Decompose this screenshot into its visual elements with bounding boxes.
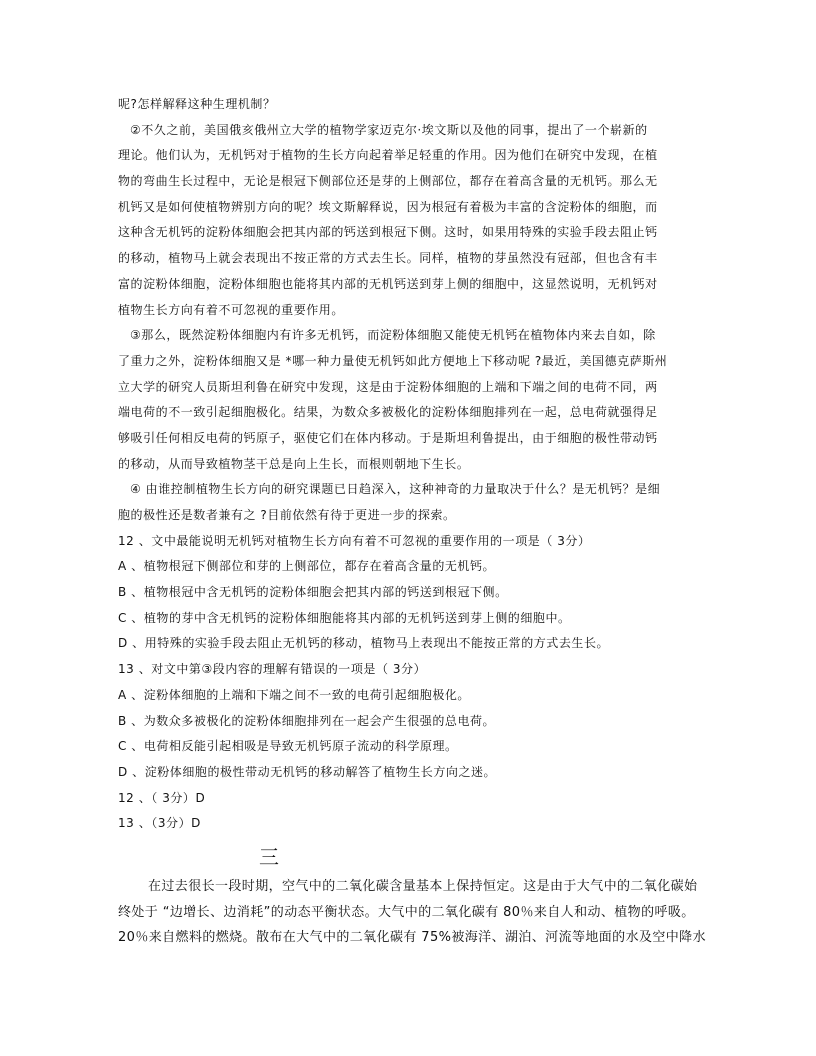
- passage-line: 立大学的研究人员斯坦利鲁在研究中发现，这是由于淀粉体细胞的上端和下端之间的电荷不同，两: [118, 379, 658, 394]
- question-option: C 、植物的芽中含无机钙的淀粉体细胞能将其内部的无机钙送到芽上侧的细胞中。: [118, 610, 571, 625]
- question-option: A 、淀粉体细胞的上端和下端之间不一致的电荷引起细胞极化。: [118, 687, 470, 702]
- passage-line: 终处于 “边增长、边消耗”的动态平衡状态。大气中的二氧化碳有 80％来自人和动、植物的呼吸。: [118, 904, 695, 920]
- passage-line: 端电荷的不一致引起细胞极化。结果，为数众多被极化的淀粉体细胞排列在一起，总电荷就强得足: [118, 405, 658, 420]
- question-option: D 、淀粉体细胞的极性带动无机钙的移动解答了植物生长方向之迷。: [118, 764, 497, 779]
- answer-line: 12 、（ 3分）D: [118, 790, 206, 805]
- passage-line: 呢?怎样解释这种生理机制？: [118, 97, 276, 111]
- passage-line: 理论。他们认为，无机钙对于植物的生长方向起着举足轻重的作用。因为他们在研究中发现，在植: [118, 148, 658, 163]
- passage-line: 的移动，从而导致植物茎干总是向上生长，而根则朝地下生长。: [118, 456, 470, 471]
- section-heading: 三: [259, 844, 279, 869]
- passage-line: 够吸引任何相反电荷的钙原子，驱使它们在体内移动。于是斯坦利鲁提出，由于细胞的极性带动钙: [118, 430, 658, 445]
- question-stem: 12 、文中最能说明无机钙对植物生长方向有着不可忽视的重要作用的一项是（ 3分）: [118, 533, 591, 548]
- passage-line: 的移动，植物马上就会表现出不按正常的方式去生长。同样，植物的芽虽然没有冠部，但也含有丰: [118, 251, 658, 266]
- passage-line: 机钙又是如何使植物辨别方向的呢？埃文斯解释说，因为根冠有着极为丰富的含淀粉体的细胞，而: [118, 199, 658, 214]
- answer-line: 13 、（3分）D: [118, 816, 201, 831]
- passage-line: 富的淀粉体细胞，淀粉体细胞也能将其内部的无机钙送到芽上侧的细胞中，这显然说明，无机钙对: [118, 276, 658, 291]
- question-option: B 、植物根冠中含无机钙的淀粉体细胞会把其内部的钙送到根冠下侧。: [118, 585, 508, 600]
- question-option: D 、用特殊的实验手段去阻止无机钙的移动，植物马上表现出不能按正常的方式去生长。: [118, 636, 610, 651]
- question-option: A 、植物根冠下侧部位和芽的上侧部位，都存在着高含量的无机钙。: [118, 559, 496, 574]
- passage-line: 了重力之外，淀粉体细胞又是 *哪一种力量使无机钙如此方便地上下移动呢 ?最近，美国德克萨斯州: [118, 353, 668, 368]
- passage-line: 这种含无机钙的淀粉体细胞会把其内部的钙送到根冠下侧。这时，如果用特殊的实验手段去阻止钙: [118, 225, 658, 240]
- passage-line: 在过去很长一段时期，空气中的二氧化碳含量基本上保持恒定。这是由于大气中的二氧化碳始: [148, 878, 698, 894]
- passage-line: ④ 由谁控制植物生长方向的研究课题已日趋深入，这种神奇的力量取决于什么？是无机钙？是细: [130, 482, 661, 497]
- question-option: B 、为数众多被极化的淀粉体细胞排列在一起会产生很强的总电荷。: [118, 713, 496, 728]
- question-option: C 、电荷相反能引起相吸是导致无机钙原子流动的科学原理。: [118, 739, 458, 754]
- question-stem: 13 、对文中第③段内容的理解有错误的一项是（ 3分）: [118, 662, 427, 677]
- passage-line: ③那么，既然淀粉体细胞内有许多无机钙，而淀粉体细胞又能使无机钙在植物体内来去自如，除: [130, 328, 656, 343]
- passage-line: ②不久之前，美国俄亥俄州立大学的植物学家迈克尔·埃文斯以及他的同事，提出了一个崭新的: [130, 122, 648, 137]
- passage-line: 20％来自燃料的燃烧。散布在大气中的二氧化碳有 75%被海洋、湖泊、河流等地面的水及空中降水: [118, 930, 706, 946]
- passage-line: 物的弯曲生长过程中，无论是根冠下侧部位还是芽的上侧部位，都存在着高含量的无机钙。那么无: [118, 174, 658, 189]
- passage-line: 植物生长方向有着不可忽视的重要作用。: [118, 302, 344, 317]
- passage-line: 胞的极性还是数者兼有之 ?目前依然有待于更进一步的探索。: [118, 508, 456, 522]
- document-page: [118, 92, 706, 951]
